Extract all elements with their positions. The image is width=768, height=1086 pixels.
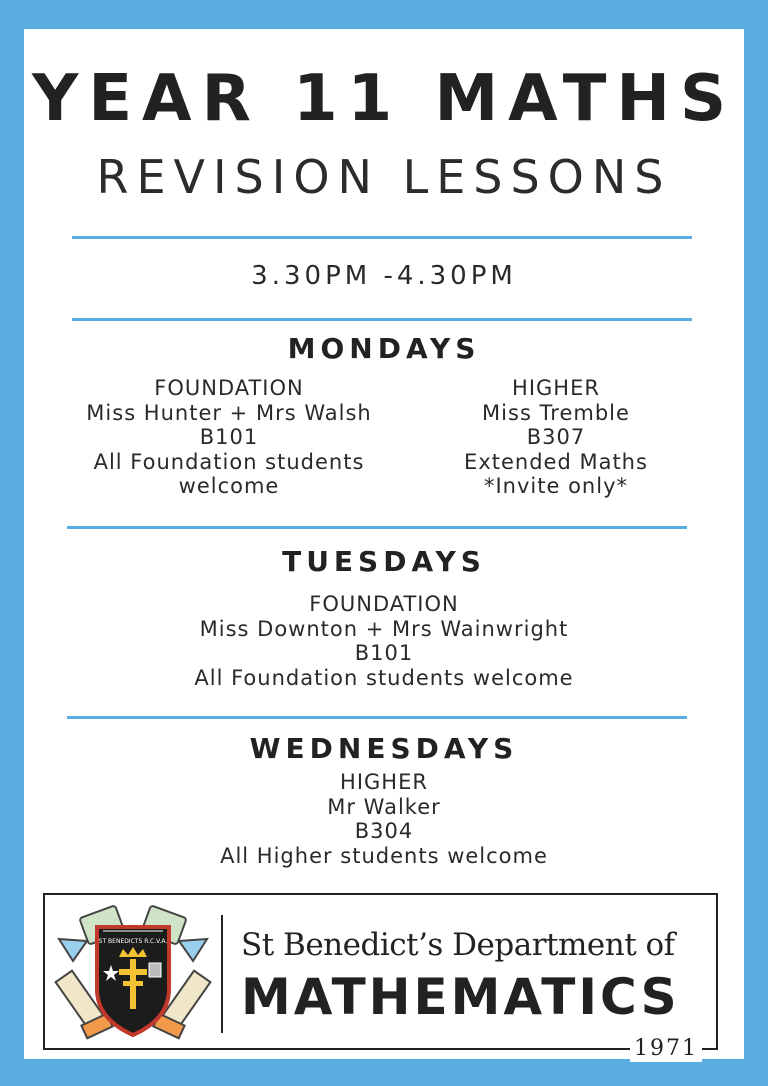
poster-title: YEAR 11 MATHS (31, 62, 737, 136)
session-time: 3.30PM -4.30PM (251, 261, 517, 291)
monday-foundation-room: B101 (199, 425, 259, 449)
tuesday-note: All Foundation students welcome (194, 665, 574, 690)
wednesday-note: All Higher students welcome (220, 843, 548, 868)
wednesday-room: B304 (354, 819, 414, 843)
monday-foundation (64, 376, 394, 499)
department-footer (43, 893, 718, 1061)
divider-rule (67, 526, 687, 529)
wednesday-level: HIGHER (340, 770, 428, 794)
day-heading-wednesday: WEDNESDAYS (249, 732, 519, 765)
wednesday-teacher: Mr Walker (327, 794, 441, 819)
monday-higher-level: HIGHER (512, 376, 600, 400)
monday-higher-invite: *Invite only* (483, 474, 628, 498)
poster-sheet (24, 29, 744, 1059)
day-heading-tuesday: TUESDAYS (282, 545, 486, 578)
divider-rule (72, 318, 692, 321)
divider-rule (67, 716, 687, 719)
monday-higher-note: Extended Maths (464, 449, 648, 474)
monday-foundation-level: FOUNDATION (154, 376, 304, 400)
tuesday-level: FOUNDATION (309, 592, 459, 616)
day-heading-monday: MONDAYS (287, 332, 481, 365)
divider-rule (72, 236, 692, 239)
svg-text:ST BENEDICTS R.C.V.A.: ST BENEDICTS R.C.V.A. (98, 938, 168, 945)
founding-year: 1971 (630, 1036, 702, 1062)
poster-subtitle: REVISION LESSONS (96, 150, 672, 204)
school-crest-logo (53, 901, 213, 1046)
monday-foundation-note-2: welcome (178, 474, 280, 498)
monday-foundation-note: All Foundation students (93, 449, 365, 474)
department-name-line: St Benedict’s Department of (241, 927, 675, 963)
tuesday-room: B101 (354, 641, 414, 665)
monday-higher-teacher: Miss Tremble (482, 400, 630, 425)
monday-higher-room: B307 (526, 425, 586, 449)
wednesday-session (24, 770, 744, 868)
department-subject: MATHEMATICS (241, 968, 680, 1026)
tuesday-session (24, 592, 744, 690)
monday-foundation-teachers: Miss Hunter + Mrs Walsh (86, 400, 372, 425)
monday-higher (424, 376, 688, 499)
tuesday-teachers: Miss Downton + Mrs Wainwright (199, 616, 569, 641)
footer-divider (221, 915, 223, 1033)
